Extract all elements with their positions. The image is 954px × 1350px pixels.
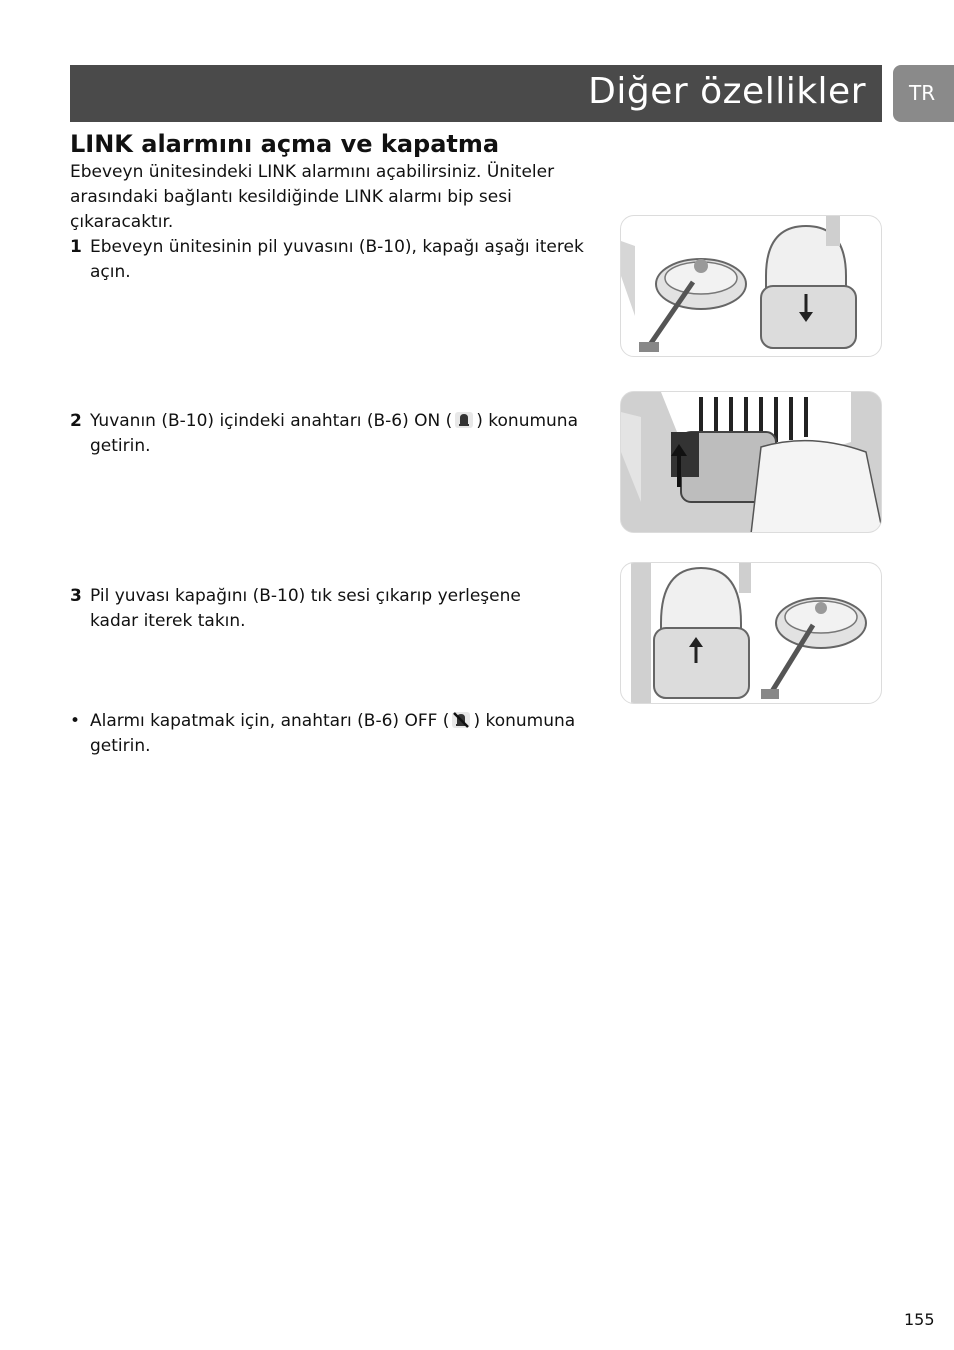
language-tab (893, 65, 954, 122)
step-text: Ebeveyn ünitesinin pil yuvasını (B-10), kapağı aşağı iterek açın. (90, 237, 584, 282)
step-3 (70, 584, 570, 634)
step-text (90, 409, 580, 459)
page-number: 155 (904, 1310, 935, 1329)
step-number: 2 (70, 411, 82, 431)
figure-switch-on (620, 391, 882, 533)
step-2 (70, 409, 580, 459)
step-number: 3 (70, 586, 82, 606)
bullet-marker: • (70, 711, 81, 731)
figure-open-battery-cover (620, 215, 882, 357)
header-bar (70, 65, 882, 122)
step-text: Pil yuvası kapağını (B-10) tık sesi çıkarıp yerleşene kadar iterek takın. (90, 586, 521, 631)
step-1 (70, 235, 590, 285)
step-text-part: ) konumuna getirin. (90, 411, 579, 456)
bullet-text (90, 709, 580, 759)
bullet-text-part: Alarmı kapatmak için, anahtarı (B-6) OFF ( (90, 711, 450, 731)
bullet-item (70, 709, 580, 759)
intro-paragraph: Ebeveyn ünitesindeki LINK alarmını açabilirsiniz. Üniteler arasındaki bağlantı kesildiğinde LINK alarmı bip sesi çıkaracaktır. (70, 162, 555, 232)
step-text-part: Yuvanın (B-10) içindeki anahtarı (B-6) ON ( (90, 411, 453, 431)
figure-close-battery-cover (620, 562, 882, 704)
bullet-text-part: ) konumuna getirin. (90, 711, 576, 756)
language-label: TR (909, 81, 936, 105)
page-title: Diğer özellikler (588, 71, 866, 112)
bell-off-icon (451, 711, 471, 729)
bell-on-icon (454, 411, 474, 429)
step-number: 1 (70, 237, 82, 257)
section-heading: LINK alarmını açma ve kapatma (70, 130, 500, 158)
